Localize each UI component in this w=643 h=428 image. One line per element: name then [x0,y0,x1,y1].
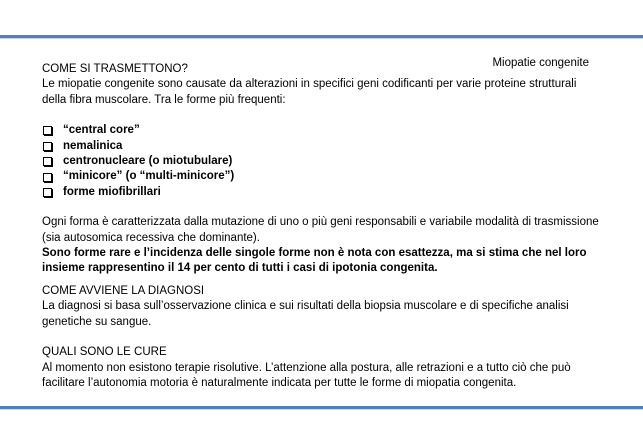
cure-paragraph: Al momento non esistono terapie risolutive. L’attenzione alla postura, alle retrazioni e a tutto ciò che può facilitare l’autonomia motoria è naturalmente indicata per tutte le forme di miopatia congenita. [42,361,571,389]
spacer [42,200,602,215]
details-paragraph: Ogni forma è caratterizzata dalla mutazione di uno o più geni responsabili e variabile modalità di trasmissione (sia autosomica recessiva che dominante). [42,216,599,244]
spacer [42,277,602,284]
list-item-label: nemalinica [63,139,123,152]
forms-list [42,123,602,200]
header-tag: Miopatie congenite [492,57,589,69]
spacer [42,330,602,345]
bottom-rule [0,406,643,409]
checkbox-bullet-icon [43,157,52,166]
heading-cure: QUALI SONO LE CURE [42,346,167,359]
intro-paragraph: Le miopatie congenite sono causate da alterazioni in specifici geni codificanti per varie proteine strutturali della fibra muscolare. Tra le forme più frequenti: [42,78,577,106]
list-item [42,185,602,200]
top-rule [0,35,643,38]
list-item [42,123,602,138]
list-item-label: “central core” [63,124,140,137]
list-item-label: forme miofibrillari [63,185,161,198]
list-item [42,139,602,154]
checkbox-bullet-icon [43,188,52,197]
spacer [42,108,602,123]
heading-diagnosi: COME AVVIENE LA DIAGNOSI [42,284,205,297]
emphasis-paragraph: Sono forme rare e l’incidenza delle singole forme non è nota con esattezza, ma si stima che nel loro insieme rappresentino il 14 per cento di tutti i casi di ipotonia congenita. [42,247,587,275]
list-item-label: centronucleare (o miotubulare) [63,155,233,168]
checkbox-bullet-icon [43,173,52,182]
list-item [42,154,602,169]
list-item [42,169,602,184]
checkbox-bullet-icon [43,126,52,135]
document-body [42,62,602,391]
checkbox-bullet-icon [43,142,52,151]
diagnosi-paragraph: La diagnosi si basa sull’osservazione clinica e sui risultati della biopsia muscolare e di specifiche analisi genetiche su sangue. [42,300,569,328]
list-item-label: “minicore” (o “multi-minicore”) [63,170,235,183]
heading-trasmissione: COME SI TRASMETTONO? [42,63,188,75]
